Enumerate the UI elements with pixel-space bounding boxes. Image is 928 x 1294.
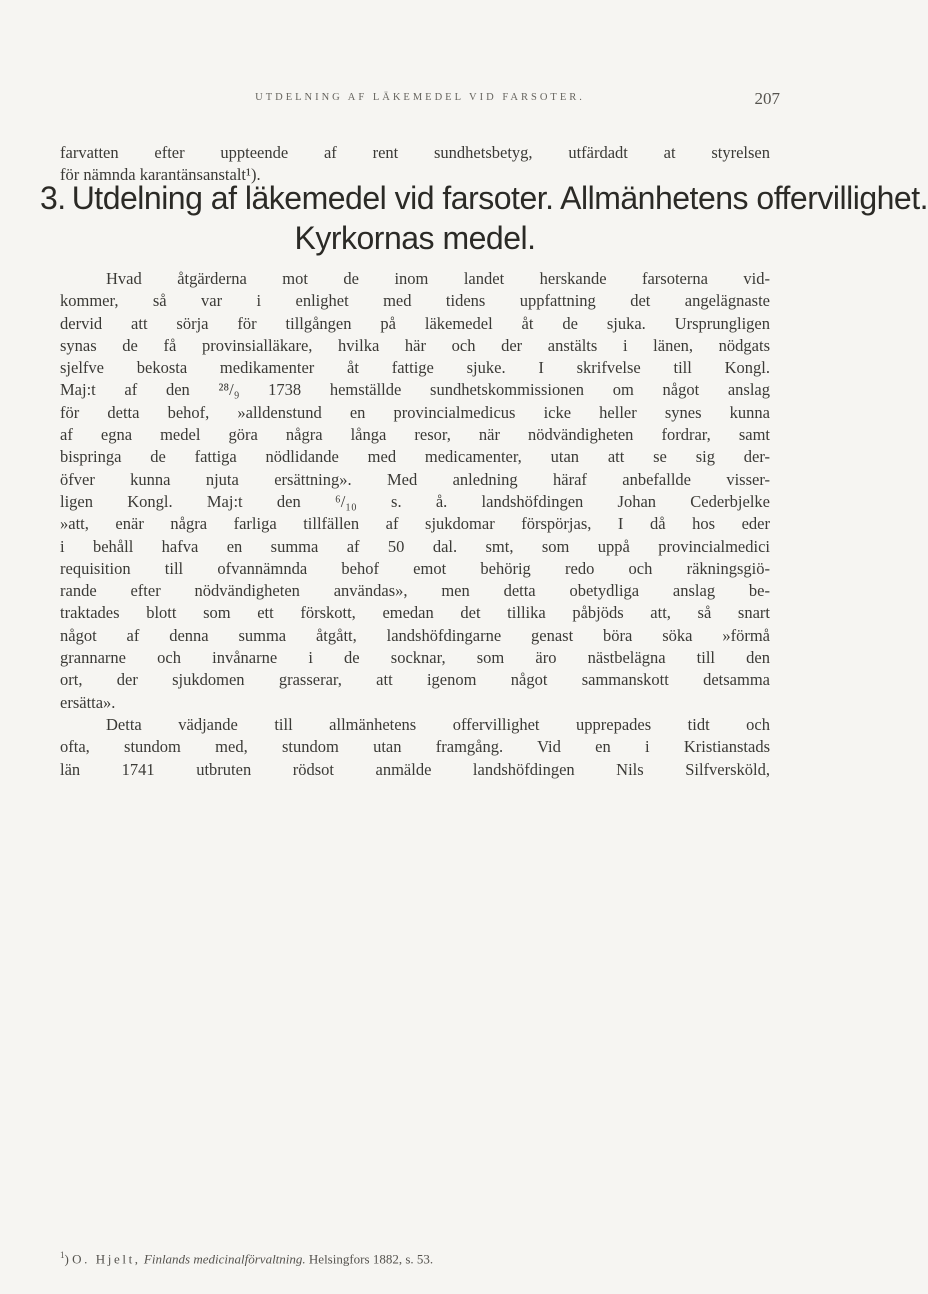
text-line: öfver kunna njuta ersättning». Med anledning häraf anbefallde visser- <box>60 469 770 489</box>
footnote: $^1$) O. Hjelt, Finlands medicinalförvaltning. Helsingfors 1882, s. 53. <box>60 1250 434 1267</box>
text-line: farvatten efter uppteende af rent sundhetsbetyg, utfärdadt at styrelsen <box>60 143 770 162</box>
text-line: i behåll hafva en summa af 50 dal. smt, som uppå provincialmedici <box>60 536 770 556</box>
heading-number: 3. <box>40 180 66 216</box>
text-line: något af denna summa åtgått, landshöfdingarne genast böra söka »förmå <box>60 625 770 645</box>
text-line: sjelfve bekosta medikamenter åt fattige sjuke. I skrifvelse till Kongl. <box>60 358 770 378</box>
footnote-marker: 1 <box>60 1250 65 1260</box>
text-line: bispringa de fattiga nödlidande med medicamenter, utan att se sig der- <box>60 447 770 467</box>
text-line: ort, der sjukdomen grasserar, att igenom något sammanskott detsamma <box>60 670 770 690</box>
text-line: ersätta». <box>60 692 116 712</box>
page-number: 207 <box>754 89 780 108</box>
heading-line-2: Kyrkornas medel. <box>294 220 536 256</box>
footnote-rest: Helsingfors 1882, s. 53. <box>308 1251 434 1267</box>
text-line: rande efter nödvändigheten användas», men detta obetydliga anslag be- <box>60 581 770 601</box>
heading-line-1 <box>40 178 928 218</box>
text-line: ligen Kongl. Maj:t den ⁶/₁₀ s. å. landshöfdingen Johan Cederbjelke <box>60 491 770 511</box>
text-line: ofta, stundom med, stundom utan framgång. Vid en i Kristianstads <box>60 737 770 757</box>
text-line: Maj:t af den ²⁸/₉ 1738 hemställde sundhetskommissionen om något anslag <box>60 380 770 400</box>
text-line: synas de få provinsialläkare, hvilka här och der anstälts i länen, nödgats <box>60 335 770 355</box>
running-title: UTDELNING AF LÄKEMEDEL VID FARSOTER. <box>255 92 585 103</box>
text-line: requisition till ofvannämnda behof emot behörig redo och räkningsgiö- <box>60 558 770 578</box>
running-head <box>60 89 780 112</box>
text-line: traktades blott som ett förskott, emedan det tillika påbjöds att, så snart <box>60 603 770 623</box>
body-paragraph-1 <box>60 268 770 781</box>
text-line: län 1741 utbruten rödsot anmälde landshöfdingen Nils Silfversköld, <box>60 759 770 779</box>
footnote-title: Finlands medicinalförvaltning. <box>143 1251 306 1267</box>
text-line: kommer, så var i enlighet med tidens uppfattning det angelägnaste <box>60 291 770 311</box>
text-line: af egna medel göra några långa resor, när nödvändigheten fordrar, samt <box>60 425 770 445</box>
text-line: Hvad åtgärderna mot de inom landet herskande farsoterna vid- <box>106 269 770 288</box>
section-heading <box>40 178 928 258</box>
text-line: dervid att sörja för tillgången på läkemedel åt de sjuka. Ursprungligen <box>60 313 770 333</box>
footnote-author: O. Hjelt, <box>72 1251 141 1267</box>
text-line: »att, enär några farliga tillfällen af sjukdomar förspörjas, I då hos eder <box>60 514 770 534</box>
text-line: Detta vädjande till allmänhetens offervillighet upprepades tidt och <box>106 714 770 734</box>
text-line: för detta behof, »alldenstund en provincialmedicus icke heller synes kunna <box>60 402 770 422</box>
text-line: för nämnda karantänsanstalt¹). <box>60 165 261 185</box>
heading-text: Utdelning af läkemedel vid farsoter. Allmänhetens offervillighet. <box>71 180 928 216</box>
text-line: grannarne och invånarne i de socknar, som äro nästbelägna till den <box>60 648 770 668</box>
